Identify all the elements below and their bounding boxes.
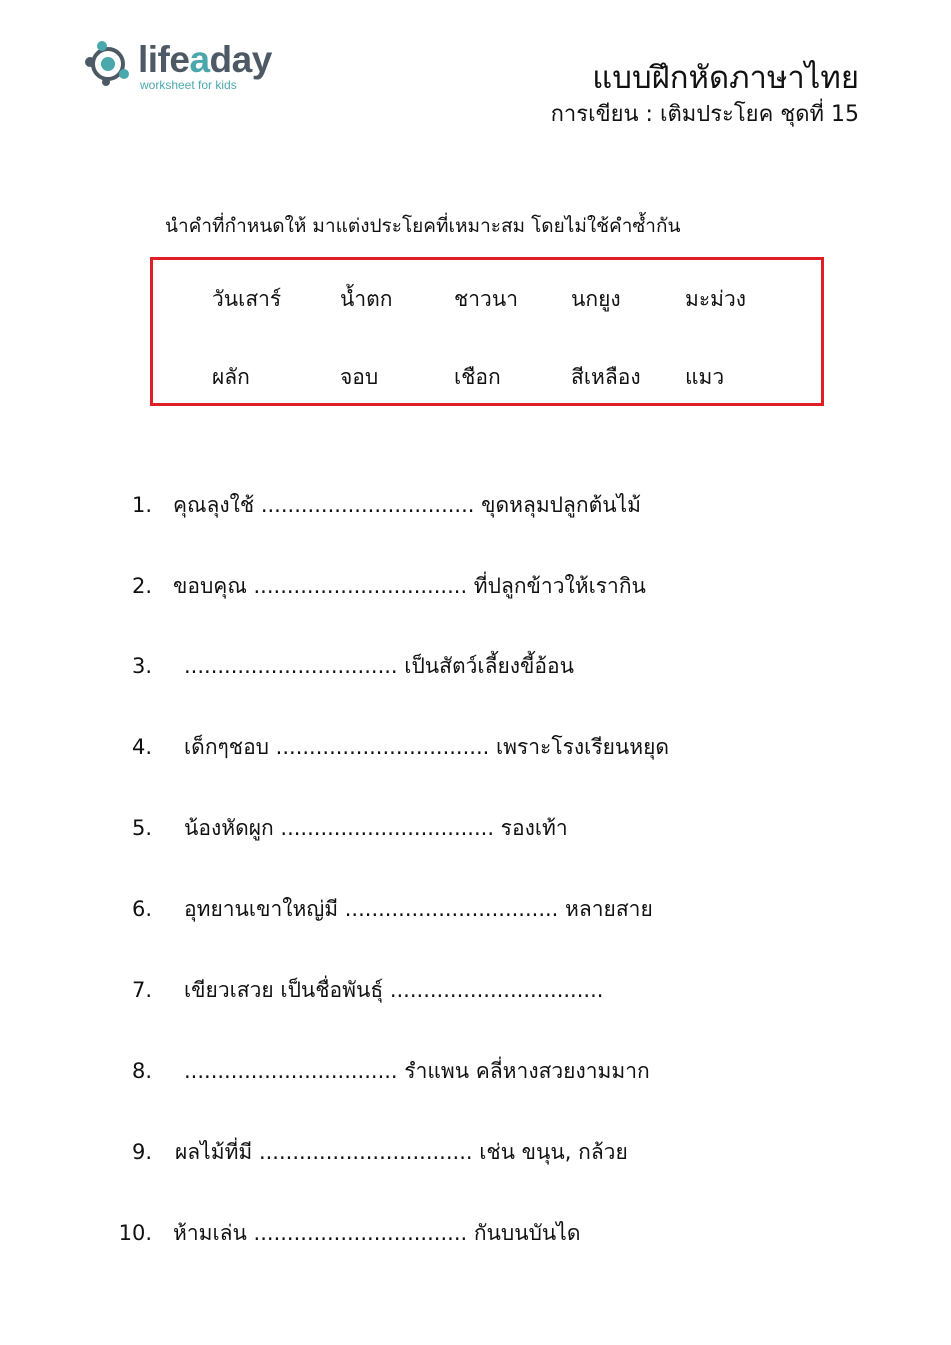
page-title: แบบฝึกหัดภาษาไทย xyxy=(592,60,859,96)
word-bank-item: สีเหลือง xyxy=(571,365,641,389)
question-text: น้องหัดผูก ................................ รองเท้า xyxy=(184,816,568,840)
question-text: เด็กๆชอบ ................................ เพราะโรงเรียนหยุด xyxy=(184,735,670,759)
question-number: 6. xyxy=(131,897,152,921)
question-number: 8. xyxy=(131,1059,152,1083)
question-text: ห้ามเล่น ................................ กันบนบันได xyxy=(173,1221,581,1245)
word-bank-item: วันเสาร์ xyxy=(212,287,282,311)
word-bank-item: ชาวนา xyxy=(454,287,518,311)
question-text: ผลไม้ที่มี ................................ เช่น ขนุน, กล้วย xyxy=(175,1140,628,1164)
word-bank-box xyxy=(150,257,824,406)
word-bank-item: ผลัก xyxy=(212,365,250,389)
question-number: 7. xyxy=(131,978,152,1002)
question-number: 4. xyxy=(131,735,152,759)
question-number: 5. xyxy=(131,816,152,840)
question-text: คุณลุงใช้ ................................ ขุดหลุมปลูกต้นไม้ xyxy=(173,493,641,517)
word-bank-item: เชือก xyxy=(454,365,501,389)
question-number: 9. xyxy=(131,1140,152,1164)
question-text: ขอบคุณ ................................ ที่ปลูกข้าวให้เรากิน xyxy=(173,574,646,598)
page-subtitle: การเขียน : เติมประโยค ชุดที่ 15 xyxy=(550,102,859,127)
question-number: 10. xyxy=(118,1221,152,1245)
question-text: ................................ เป็นสัตว์เลี้ยงขี้อ้อน xyxy=(184,654,574,678)
question-number: 1. xyxy=(131,493,152,517)
question-number: 2. xyxy=(131,574,152,598)
molecule-logo-icon xyxy=(84,38,136,90)
question-text: อุทยานเขาใหญ่มี ................................ หลายสาย xyxy=(184,897,653,921)
question-number: 3. xyxy=(131,654,152,678)
word-bank-item: น้ำตก xyxy=(340,287,393,311)
logo-tagline: worksheet for kids xyxy=(140,78,237,92)
word-bank-item: แมว xyxy=(685,365,725,389)
instruction-text: นำคำที่กำหนดให้ มาแต่งประโยคที่เหมาะสม โดยไม่ใช้คำซ้ำกัน xyxy=(165,215,681,237)
logo xyxy=(84,38,284,94)
question-text: เขียวเสวย เป็นชื่อพันธุ์ ................................ xyxy=(184,978,604,1002)
word-bank-item: นกยูง xyxy=(571,287,621,311)
question-text: ................................ รำแพน คลี่หางสวยงามมาก xyxy=(184,1059,650,1083)
logo-wordmark: lifeaday xyxy=(138,39,272,80)
word-bank-item: จอบ xyxy=(340,365,379,389)
word-bank-item: มะม่วง xyxy=(685,287,747,311)
